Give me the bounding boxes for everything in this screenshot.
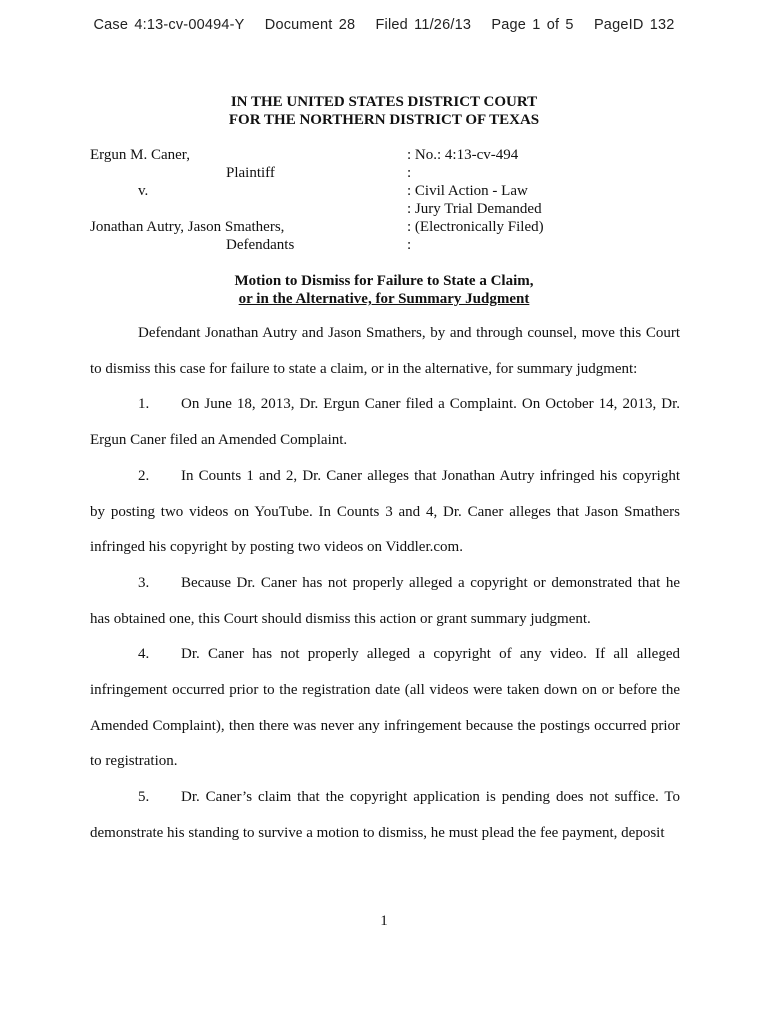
paragraph-number: 3. [138, 574, 150, 591]
intro-paragraph [90, 316, 680, 387]
paragraph-text: On June 18, 2013, Dr. Ergun Caner filed a Complaint. On October 14, 2013, Dr. Ergun Caner filed an Amended Complaint. [90, 396, 680, 449]
paragraph-number: 2. [138, 467, 150, 484]
numbered-paragraph [90, 459, 680, 566]
caption-row [90, 236, 690, 254]
motion-title-line-2: or in the Alternative, for Summary Judgment [238, 291, 530, 307]
defendants-role: Defendants [226, 237, 295, 253]
page-count: Page 1 of 5 [491, 17, 574, 33]
caption-row [90, 200, 690, 218]
caption-row [90, 164, 690, 182]
intro-text: Defendant Jonathan Autry and Jason Smathers, by and through counsel, move this Court to dismiss this case for failure to state a claim, or in the alternative, for summary judgment: [90, 325, 680, 377]
numbered-paragraph [90, 566, 680, 637]
page-number: 1 [380, 913, 388, 929]
defendants-name: Jonathan Autry, Jason Smathers, [90, 219, 285, 235]
civil-action-line: : Civil Action - Law [407, 183, 528, 199]
plaintiff-role: Plaintiff [226, 165, 275, 181]
motion-body [90, 316, 680, 852]
paragraph-text: Dr. Caner has not properly alleged a copyright of any video. If all alleged infringement occurred prior to the registration date (all videos were taken down on or before the Amended Complaint), then there was never any infringement because the postings occurred prior to registration. [90, 646, 680, 770]
caption-colon: : [407, 237, 412, 253]
paragraph-number: 5. [138, 789, 150, 806]
page-id: PageID 132 [593, 17, 675, 33]
caption-row [90, 146, 690, 164]
paragraph-text: In Counts 1 and 2, Dr. Caner alleges that Jonathan Autry infringed his copyright by posting two videos on YouTube. In Counts 3 and 4, Dr. Caner alleges that Jason Smathers infringed his copyright by posting two videos on Viddler.com. [90, 467, 680, 556]
caption-colon: : [407, 165, 412, 181]
numbered-paragraph [90, 637, 680, 780]
case-number-line: : No.: 4:13-cv-494 [407, 147, 519, 163]
paragraph-number: 4. [138, 646, 150, 663]
ecf-header [0, 17, 768, 33]
filed-date: Filed 11/26/13 [375, 17, 472, 33]
document-number: Document 28 [264, 17, 356, 33]
paragraph-text: Because Dr. Caner has not properly alleged a copyright or demonstrated that he has obtained one, this Court should dismiss this action or grant summary judgment. [90, 574, 680, 627]
numbered-paragraph [90, 387, 680, 458]
versus: v. [138, 183, 149, 199]
case-caption [90, 146, 690, 254]
plaintiff-name: Ergun M. Caner, [90, 147, 190, 163]
electronically-filed-line: : (Electronically Filed) [407, 219, 544, 235]
numbered-paragraph [90, 780, 680, 851]
motion-title-line-1: Motion to Dismiss for Failure to State a Claim, [234, 273, 534, 289]
jury-trial-line: : Jury Trial Demanded [407, 201, 542, 217]
court-heading [0, 93, 768, 129]
paragraph-number: 1. [138, 396, 150, 413]
case-number: Case 4:13-cv-00494-Y [93, 17, 245, 33]
caption-row [90, 182, 690, 200]
paragraph-text: Dr. Caner’s claim that the copyright application is pending does not suffice. To demonstrate his standing to survive a motion to dismiss, he must plead the fee payment, deposit [90, 789, 680, 841]
court-line-1: IN THE UNITED STATES DISTRICT COURT [230, 94, 538, 110]
caption-row [90, 218, 690, 236]
court-line-2: FOR THE NORTHERN DISTRICT OF TEXAS [228, 112, 540, 128]
motion-title [0, 272, 768, 308]
